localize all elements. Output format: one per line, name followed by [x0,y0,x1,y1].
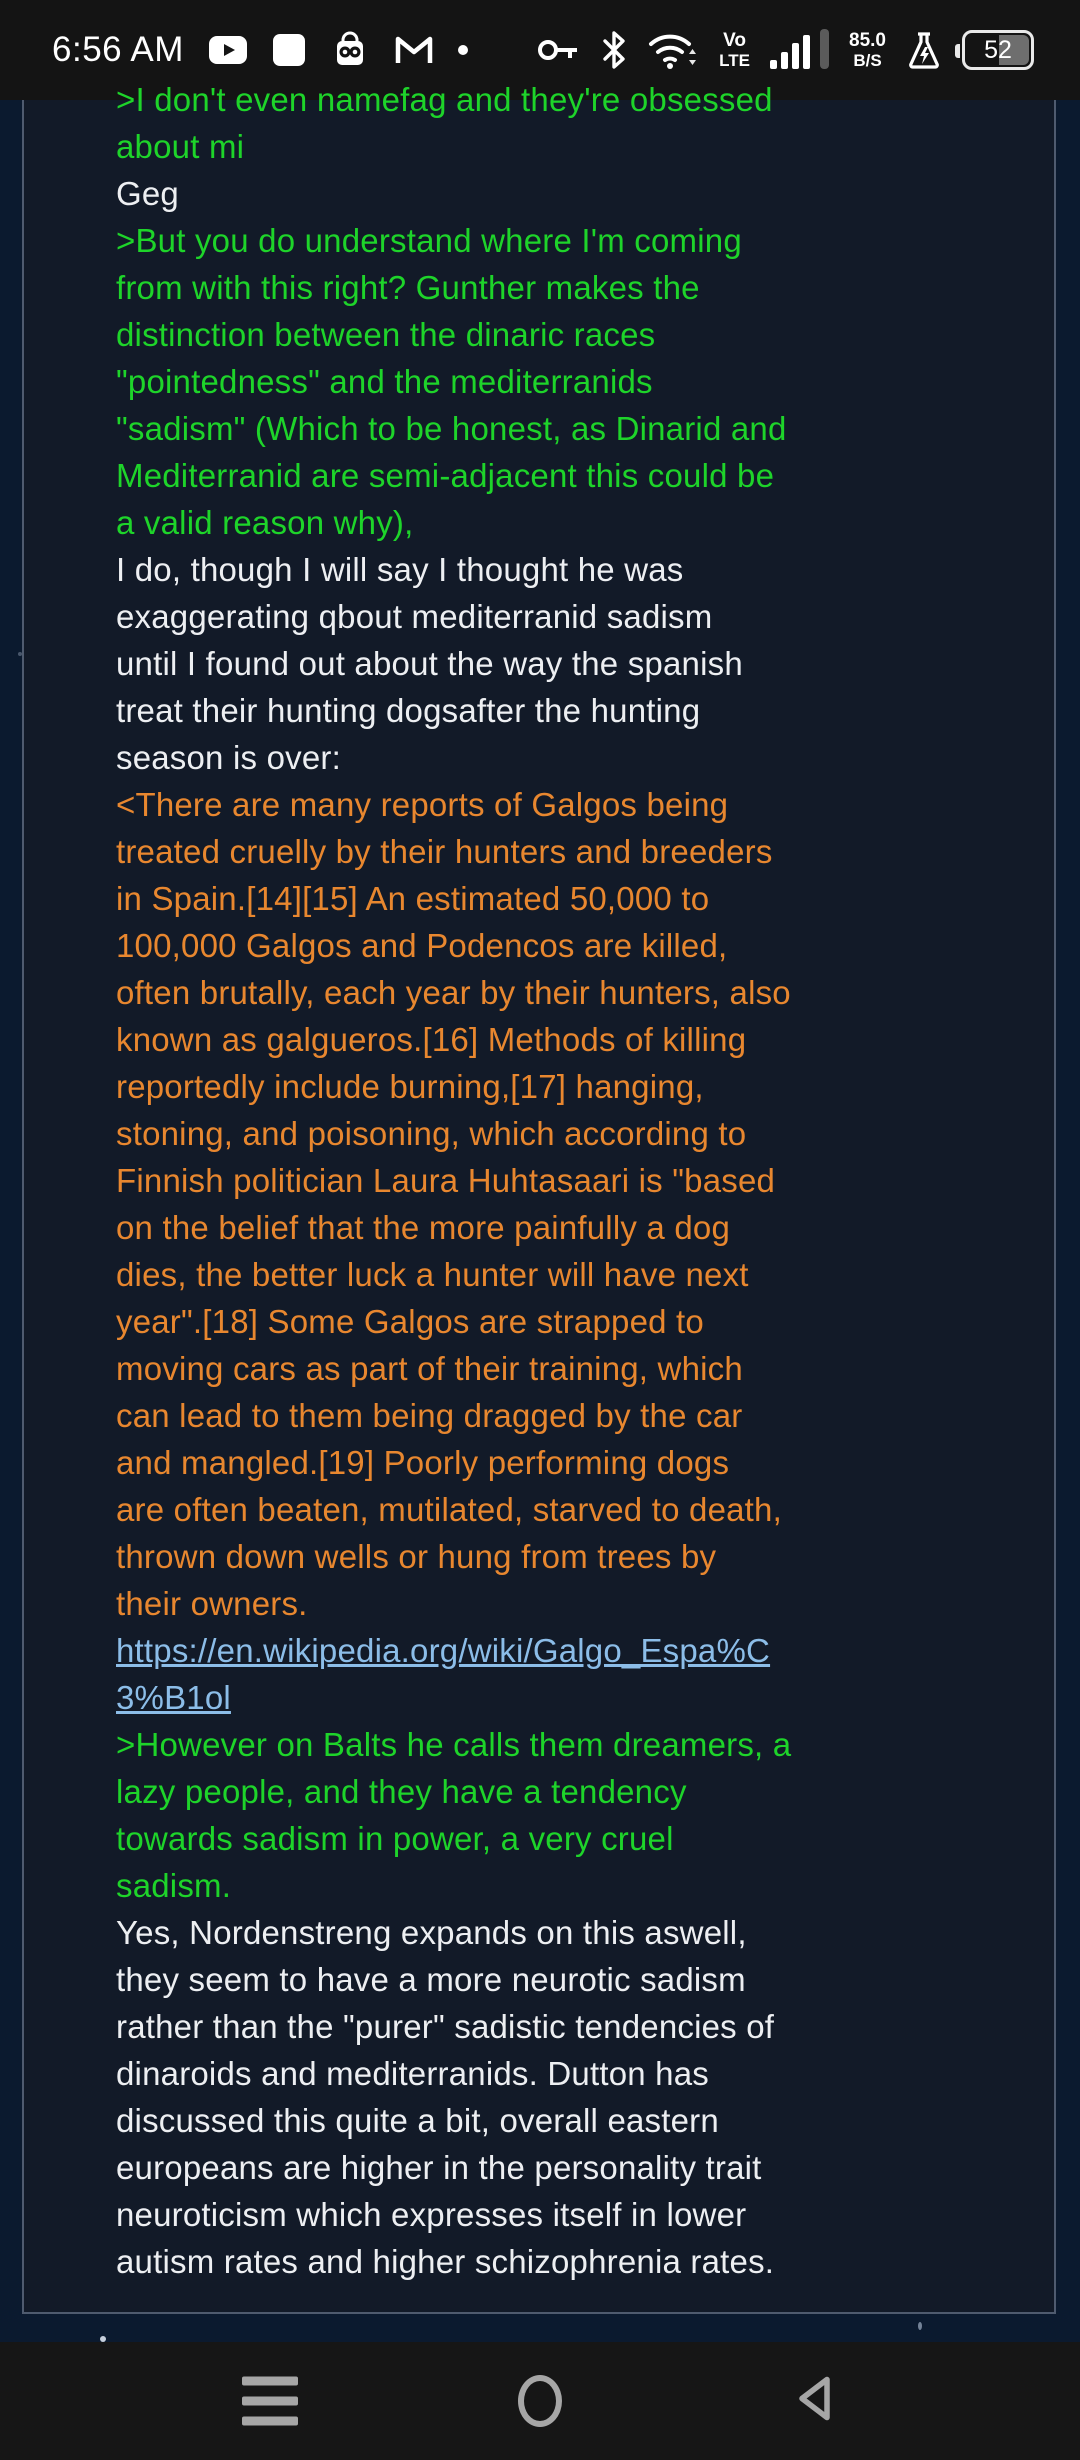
clock: 6:56 AM [52,30,184,69]
post-text-line: rather than the "purer" sadistic tendencies of [116,2008,775,2045]
post-text-line: "pointedness" and the mediterranids [116,363,653,400]
home-circle-icon[interactable] [518,2375,562,2427]
post-text-line: year".[18] Some Galgos are strapped to [116,1303,704,1340]
screenshot-icon [272,33,306,67]
post-text-line: Mediterranid are semi-adjacent this could be [116,457,775,494]
post-text-line: <There are many reports of Galgos being [116,786,729,823]
volte-indicator: Vo LTE [719,30,751,70]
post-text-line: until I found out about the way the spanish [116,645,743,682]
menu-icon[interactable] [242,2377,298,2426]
post-text-line: they seem to have a more neurotic sadism [116,1961,746,1998]
post-text-line: Geg [116,175,179,212]
gmail-icon [394,34,434,66]
post-text-line: moving cars as part of their training, which [116,1350,743,1387]
notification-dot-icon [458,45,468,55]
back-triangle-icon[interactable] [795,2375,835,2428]
post-text-line: season is over: [116,739,341,776]
post-text-line: their owners. [116,1585,308,1622]
android-nav-bar [0,2342,1080,2460]
lab-flask-icon [906,30,942,70]
status-bar-right [537,30,1034,70]
post-text-line: lazy people, and they have a tendency [116,1773,687,1810]
post-text-line: treat their hunting dogsafter the hunting [116,692,701,729]
signal-bars-icon [770,31,829,69]
post-text-line: neuroticism which expresses itself in lower [116,2196,747,2233]
post-text-line: dinaroids and mediterranids. Dutton has [116,2055,709,2092]
post-text-line: a valid reason why), [116,504,414,541]
post-body [116,76,984,2285]
youtube-icon [208,35,248,65]
post-text-line: 100,000 Galgos and Podencos are killed, [116,927,728,964]
wikipedia-link[interactable]: https://en.wikipedia.org/wiki/Galgo_Espa%C [116,1632,771,1669]
post-text-line: towards sadism in power, a very cruel [116,1820,674,1857]
post-text-line: exaggerating qbout mediterranid sadism [116,598,713,635]
post-text-line: and mangled.[19] Poorly performing dogs [116,1444,730,1481]
post-text-line: on the belief that the more painfully a dog [116,1209,731,1246]
post-text-line: known as galgueros.[16] Methods of killing [116,1021,747,1058]
post-text-line: "sadism" (Which to be honest, as Dinarid and [116,410,787,447]
post-text-line: thrown down wells or hung from trees by [116,1538,717,1575]
post-text-line: from with this right? Gunther makes the [116,269,700,306]
battery-icon [962,30,1034,70]
post-text-line: treated cruelly by their hunters and breeders [116,833,773,870]
post-text-line: autism rates and higher schizophrenia rates. [116,2243,775,2280]
post-text-line: stoning, and poisoning, which according to [116,1115,747,1152]
post-text-line: sadism. [116,1867,232,1904]
post-text-line: Finnish politician Laura Huhtasaari is "based [116,1162,776,1199]
status-bar-left [52,30,468,70]
vpn-key-icon [537,36,581,64]
post-text-line: often brutally, each year by their hunters, also [116,974,791,1011]
post-text-line: reportedly include burning,[17] hanging, [116,1068,704,1105]
post-text-line: >But you do understand where I'm coming [116,222,742,259]
post-text-line: can lead to them being dragged by the car [116,1397,743,1434]
post-text-line: I do, though I will say I thought he was [116,551,684,588]
battery-percent: 52 [984,35,1012,64]
post-text-line: dies, the better luck a hunter will have next [116,1256,749,1293]
wifi-icon [647,30,699,70]
post-text-line: Yes, Nordenstreng expands on this aswell, [116,1914,747,1951]
wikipedia-link[interactable]: 3%B1ol [116,1679,231,1716]
post-text-line: are often beaten, mutilated, starved to death, [116,1491,782,1528]
post-text-line: >However on Balts he calls them dreamers, a [116,1726,792,1763]
data-rate-indicator: 85.0 B/S [849,30,886,70]
thread-post-container[interactable] [22,81,1056,2314]
post-text-line: discussed this quite a bit, overall eastern [116,2102,719,2139]
post-text-line: about mi [116,128,245,165]
post-text-line: europeans are higher in the personality trait [116,2149,762,2186]
shop-bag-icon [330,30,370,70]
post-text-line: >I don't even namefag and they're obsessed [116,81,773,118]
bluetooth-icon [601,30,627,70]
post-text-line: distinction between the dinaric races [116,316,656,353]
post-text-line: in Spain.[14][15] An estimated 50,000 to [116,880,710,917]
